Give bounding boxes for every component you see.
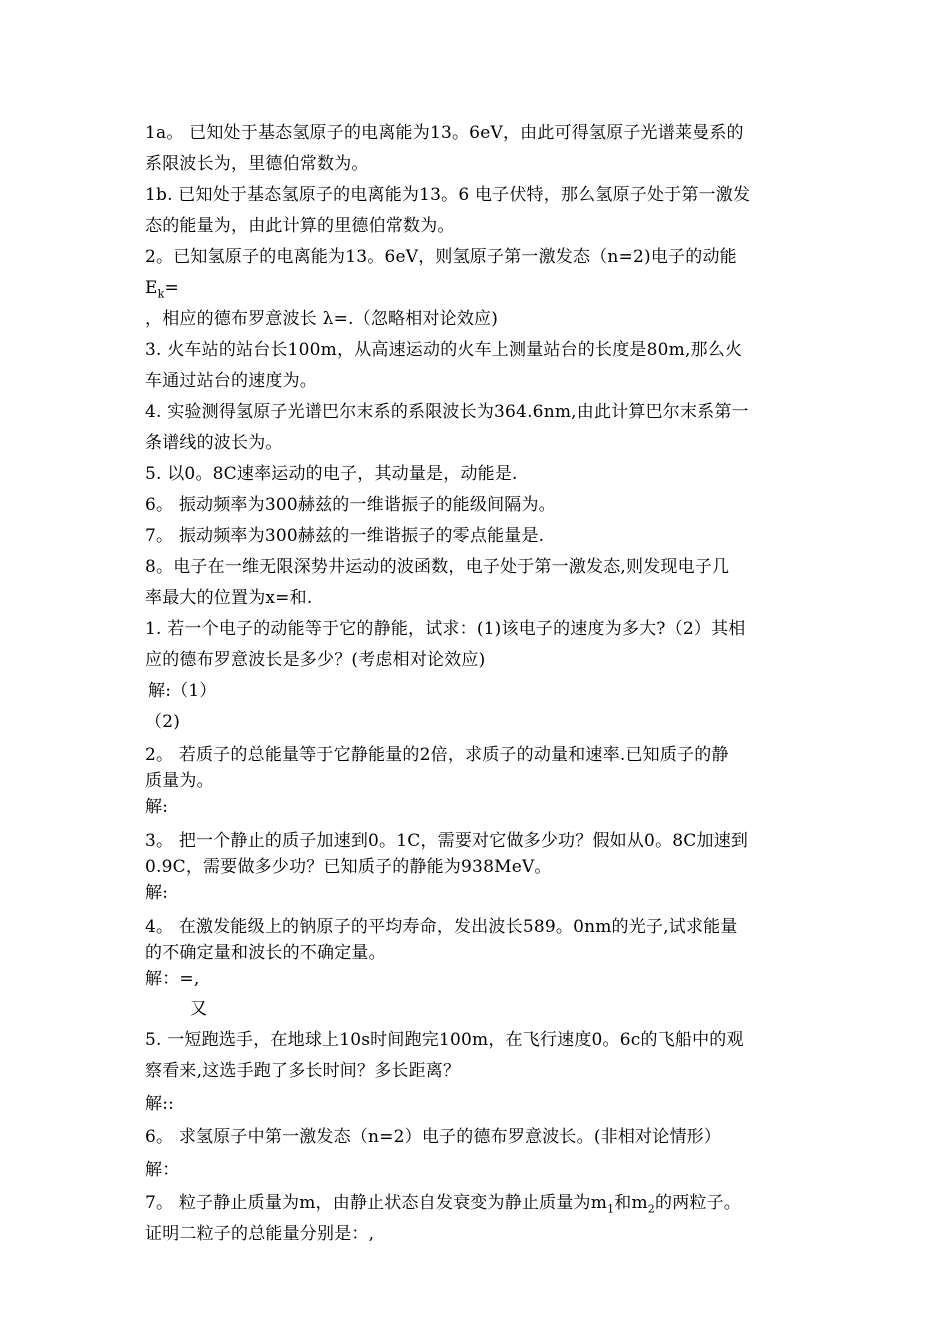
calc-6-solution: 解： — [145, 1160, 180, 1180]
calc-2-solution: 解: — [145, 797, 169, 817]
ek-subscript: k — [157, 287, 165, 301]
question-8-line-2: 率最大的位置为x=和. — [145, 588, 313, 608]
calc-6-line-1: 6。 求氢原子中第一激发态（n=2）电子的德布罗意波长。(非相对论情形） — [145, 1127, 722, 1147]
question-3-line-2: 车通过站台的速度为。 — [145, 371, 317, 391]
question-2-line-1: 2。已知氢原子的电离能为13。6eV，则氢原子第一激发态（n=2)电子的动能 — [145, 247, 737, 267]
question-1b-line-2: 态的能量为，由此计算的里德伯常数为。 — [145, 216, 455, 236]
calc-5-line-2: 察看来,这选手跑了多长时间？多长距离？ — [145, 1061, 461, 1081]
ek-equals: = — [164, 278, 179, 298]
calc-3-solution: 解: — [145, 883, 169, 903]
calc-7-text-c: 的两粒子。 — [655, 1193, 741, 1213]
calc-5-line-1: 5. 一短跑选手，在地球上10s时间跑完100m，在飞行速度0。6c的飞船中的观 — [145, 1030, 744, 1050]
calc-5-solution: 解:: — [145, 1094, 175, 1114]
question-4-line-2: 条谱线的波长为。 — [145, 433, 283, 453]
question-4-line-1: 4. 实验测得氢原子光谱巴尔末系的系限波长为364.6nm,由此计算巴尔末系第一 — [145, 402, 749, 422]
calc-4-line-2: 的不确定量和波长的不确定量。 — [145, 943, 386, 963]
question-6: 6。 振动频率为300赫兹的一维谐振子的能级间隔为。 — [145, 495, 556, 515]
calc-1-line-1: 1. 若一个电子的动能等于它的静能，试求：(1)该电子的速度为多大?（2）其相 — [145, 619, 746, 639]
calc-4-line-1: 4。 在激发能级上的钠原子的平均寿命，发出波长589。0nm的光子,试求能量 — [145, 917, 738, 937]
calc-1-solution-1: 解:（1） — [148, 681, 217, 701]
m1-subscript: 1 — [607, 1202, 615, 1216]
question-2-line-2 — [145, 273, 810, 304]
calc-7-line-1 — [145, 1188, 810, 1219]
question-5: 5. 以0。8C速率运动的电子，其动量是，动能是. — [145, 464, 518, 484]
calc-2-line-2: 质量为。 — [145, 771, 214, 791]
question-3-line-1: 3. 火车站的站台长100m，从高速运动的火车上测量站台的长度是80m,那么火 — [145, 340, 743, 360]
calc-1-solution-2: （2) — [145, 712, 181, 732]
question-7: 7。 振动频率为300赫兹的一维谐振子的零点能量是. — [145, 526, 545, 546]
calc-3-line-1: 3。 把一个静止的质子加速到0。1C，需要对它做多少功？假如从0。8C加速到 — [145, 831, 749, 851]
calc-7-line-2: 证明二粒子的总能量分别是：, — [145, 1224, 375, 1244]
calc-3-line-2: 0.9C，需要做多少功？已知质子的静能为938MeV。 — [145, 857, 552, 877]
question-2-line-3: ，相应的德布罗意波长 λ=.（忽略相对论效应) — [145, 309, 499, 329]
calc-1-line-2: 应的德布罗意波长是多少？(考虑相对论效应) — [145, 650, 486, 670]
question-1a-line-2: 系限波长为，里德伯常数为。 — [145, 154, 369, 174]
question-1a-line-1: 1a。 已知处于基态氢原子的电离能为13。6eV，由此可得氢原子光谱莱曼系的 — [145, 123, 744, 143]
calc-7-text-a: 7。 粒子静止质量为m，由静止状态自发衰变为静止质量为m — [145, 1193, 608, 1213]
calc-7-text-b: 和m — [614, 1193, 648, 1213]
m2-subscript: 2 — [647, 1202, 655, 1216]
calc-4-solution-1: 解：=, — [145, 969, 200, 989]
document-body — [145, 118, 810, 1250]
ek-symbol: E — [145, 278, 158, 298]
calc-4-solution-2: 又 — [190, 999, 208, 1019]
calc-2-line-1: 2。 若质子的总能量等于它静能量的2倍，求质子的动量和速率.已知质子的静 — [145, 745, 729, 765]
question-8-line-1: 8。电子在一维无限深势井运动的波函数，电子处于第一激发态,则发现电子几 — [145, 557, 730, 577]
question-1b-line-1: 1b. 已知处于基态氢原子的电离能为13。6 电子伏特，那么氢原子处于第一激发 — [145, 185, 751, 205]
